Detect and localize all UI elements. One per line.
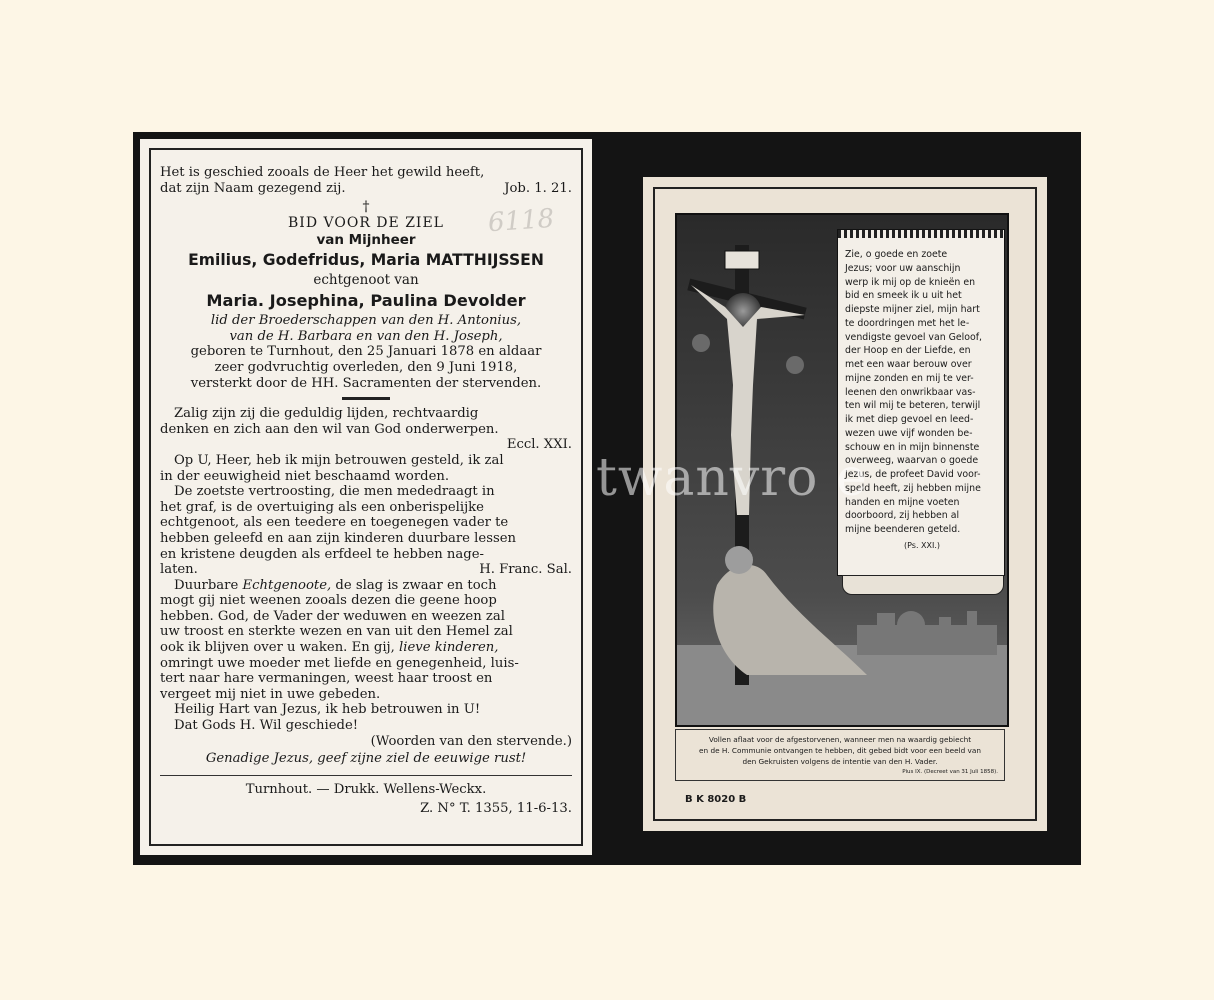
verse-line: Zalig zijn zij die geduldig lijden, rechtvaardig [174, 406, 479, 422]
card-text-block [160, 165, 572, 817]
deceased-name: Emilius, Godefridus, Maria MATTHIJSSEN [188, 251, 544, 270]
prayer-line: doorboord, zij hebben al [845, 510, 960, 522]
verse-reference: Eccl. XXI. [506, 437, 572, 453]
caption-line: den Gekruisten volgens de intentie van den H. Vader. [742, 757, 938, 766]
prayer-line: leenen den onwrikbaar vas- [845, 386, 976, 398]
verse-line: tert naar hare vermaningen, weest haar troost en [160, 671, 493, 687]
prayer-line: ik met diep gevoel en leed- [845, 414, 974, 425]
prayer-line: Dat Gods H. Wil geschiede! [174, 718, 359, 734]
bio-line-3: versterkt door de HH. Sacramenten der stervenden. [190, 375, 542, 391]
epigraph-line-1: Het is geschied zooals de Heer het gewild heeft, [160, 165, 485, 180]
prayer-line: der Hoop en der Liefde, en [845, 345, 971, 357]
orb-right [786, 356, 804, 374]
prayer-line: Zie, o goede en zoete [845, 249, 948, 260]
orb-left [692, 334, 710, 352]
prayer-text [845, 248, 999, 553]
psalm-reference: (Ps. XXI.) [903, 540, 941, 550]
verse-line-with-reference: laten. H. Franc. Sal. [160, 562, 572, 578]
scroll-ornament [838, 230, 1004, 238]
verse-line: Duurbare Echtgenoote, de slag is zwaar en toch [174, 577, 497, 593]
prayer-scroll [837, 229, 1005, 576]
print-code: Z. N° T. 1355, 11-6-13. [420, 801, 572, 817]
prayer-line: overweeg, waarvan o goede [845, 455, 979, 467]
prayer-line: wezen uwe vijf wonden be- [845, 427, 973, 439]
epigraph-line-2: dat zijn Naam gezegend zij. Job. 1. 21. [160, 180, 572, 196]
verse-line: en kristene deugden als erfdeel te hebben nage- [160, 546, 484, 562]
prayer-line: speld heeft, zij hebben mijne [845, 482, 981, 494]
bio-line-2: zeer godvruchtig overleden, den 9 Juni 1918, [214, 359, 518, 375]
verse-line: De zoetste vertroosting, die men mededraagt in [174, 484, 495, 500]
pencil-mark: 6118 [487, 203, 556, 239]
verse-line: mogt gij niet weenen zooals dezen die geene hoop [160, 593, 497, 609]
spouse-name: Maria. Josephina, Paulina Devolder [206, 291, 526, 311]
attribution: (Woorden van den stervende.) [370, 733, 572, 749]
memorial-text-card [140, 139, 592, 855]
prayer-line: Jezus; voor uw aanschijn [845, 262, 961, 274]
spouse-label: echtgenoot van [313, 272, 419, 289]
prayer-line: te doordringen met het le- [845, 317, 970, 329]
prayer-line: diepste mijner ziel, mijn hart [845, 304, 980, 315]
indulgence-caption [675, 729, 1005, 781]
prayer-line: ten wil mij te beteren, terwijl [845, 400, 981, 412]
prayer-line: schouw en in mijn binnenste [845, 441, 980, 453]
printer-line: Turnhout. — Drukk. Wellens-Weckx. [245, 781, 487, 797]
prayer-line: werp ik mij op de knieën en [845, 276, 976, 288]
prayer-line: Heilig Hart van Jezus, ik heb betrouwen in U! [174, 702, 481, 718]
divider [342, 397, 390, 400]
prayer-line: handen en mijne voeten [845, 496, 960, 508]
prayer-line: mijne zonden en mij te ver- [845, 372, 974, 384]
brotherhood-line-2: van de H. Barbara en van den H. Joseph, [229, 328, 503, 344]
verse-line: uw troost en sterkte wezen en van uit den Hemel zal [160, 624, 513, 640]
inri-plaque [725, 251, 759, 269]
prayer-line: Jezus, de profeet David voor- [845, 469, 981, 480]
pray-heading: BID VOOR DE ZIEL [288, 215, 444, 232]
scroll-curl [842, 575, 1004, 595]
brotherhood-line-1: lid der Broederschappen van den H. Antonius, [210, 313, 522, 329]
footer-divider [160, 775, 572, 776]
watermark: twanvro e [596, 448, 868, 508]
verse-line: het graf, is de overtuiging als een onberispelijke [160, 499, 484, 515]
caption-line: Vollen aflaat voor de afgestorvenen, wanneer men na waardig gebiecht [708, 735, 972, 744]
mary-halo [725, 546, 753, 574]
honorific: van Mijnheer [316, 232, 416, 249]
cross-symbol: † [362, 199, 370, 216]
verse-line: ook ik blijven over u waken. En gij, lieve kinderen, [160, 640, 499, 656]
verse-line: vergeet mij niet in uwe gebeden. [160, 686, 381, 702]
bio-line-1: geboren te Turnhout, den 25 Januari 1878 en aldaar [190, 344, 542, 360]
caption-decree: Pius IX. (Decreet van 31 Juli 1858). [902, 769, 998, 775]
prayer-line: met een waar berouw over [845, 359, 972, 370]
verse-line: in der eeuwigheid niet beschaamd worden. [160, 468, 450, 484]
prayer-line: mijne beenderen geteld. [845, 524, 961, 535]
prayer-line: bid en smeek ik u uit het [845, 290, 962, 302]
prayer-line: vendigste gevoel van Geloof, [845, 331, 983, 343]
verse-line: hebben. God, de Vader der weduwen en weezen zal [160, 608, 505, 624]
caption-line: en de H. Communie ontvangen te hebben, dit gebed bidt voor een beeld van [699, 746, 981, 755]
verse-line: denken en zich aan den wil van God onderwerpen. [160, 421, 499, 437]
verse-line: omringt uwe moeder met liefde en genegenheid, luis- [160, 655, 519, 671]
verse-line: echtgenoot, als een teedere en toegenegen vader te [160, 515, 509, 531]
catalog-code: B K 8020 B [685, 794, 747, 805]
verse-line: Op U, Heer, heb ik mijn betrouwen gesteld, ik zal [174, 452, 504, 468]
verse-line: hebben geleefd en aan zijn kinderen duurbare lessen [160, 530, 517, 546]
closing-prayer: Genadige Jezus, geef zijne ziel de eeuwige rust! [205, 751, 527, 767]
